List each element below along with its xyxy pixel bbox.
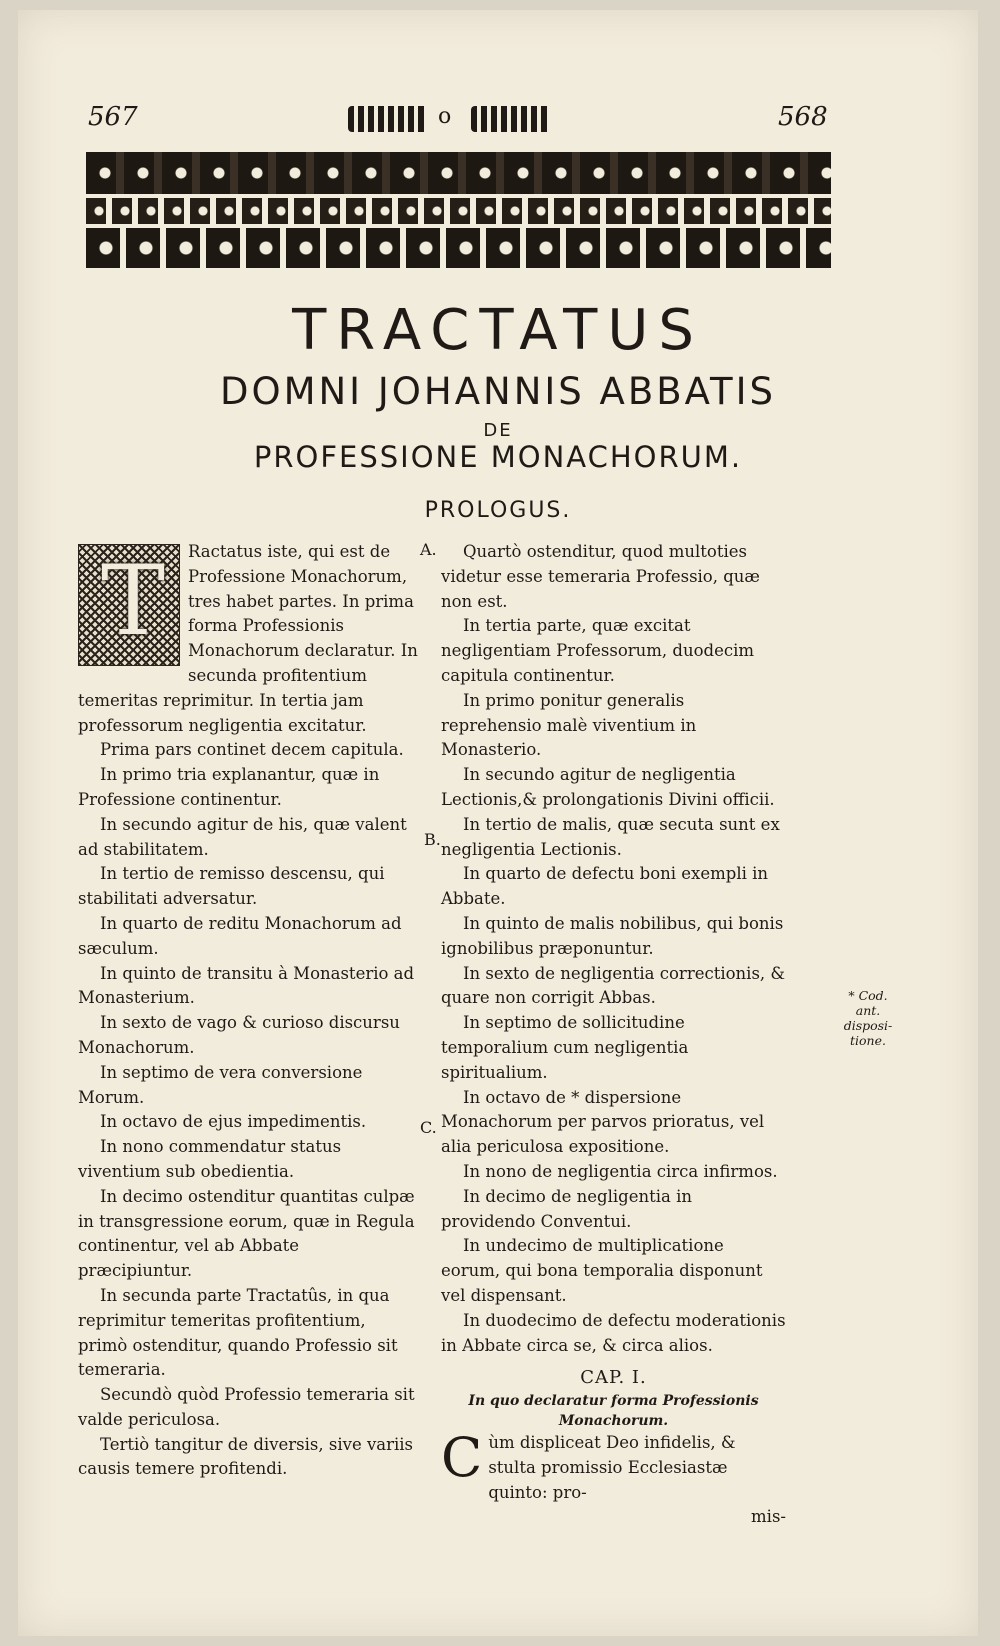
paragraph: In septimo de vera conversione Morum.: [78, 1062, 363, 1107]
chapter-first-paragraph: [441, 1426, 786, 1505]
catchword: mis-: [751, 1507, 786, 1527]
marginal-note: * Cod. ant. disposi- tione.: [843, 988, 893, 1048]
paragraph: In decimo de negligentia in providendo Conventui.: [441, 1186, 692, 1231]
title-de: DE: [483, 420, 513, 441]
chapter-text: ùm displiceat Deo infidelis, & stulta promissio Ecclesiastæ quinto: pro-: [488, 1433, 736, 1502]
paragraph: Quartò ostenditur, quod multoties videtur esse temeraria Professio, quæ non est.: [441, 542, 760, 611]
paragraph: In tertio de remisso descensu, qui stabilitati adversatur.: [78, 864, 385, 909]
paragraph: In octavo de * dispersione Monachorum per parvos prioratus, vel alia periculosa expositione.: [441, 1087, 765, 1157]
page-number-right: 568: [778, 102, 828, 132]
paragraph: Tertiò tangitur de diversis, sive variis causis temere profitendi.: [78, 1434, 414, 1479]
paragraph: In decimo ostenditur quantitas culpæ in transgressione eorum, quæ in Regula continentur, vel ab Abbate præcipiuntur.: [78, 1186, 415, 1281]
header-center-mark: o: [438, 104, 452, 129]
paragraph: In quinto de transitu à Monasterio ad Monasterium.: [78, 963, 415, 1008]
paragraph: In tertio de malis, quæ secuta sunt ex negligentia Lectionis.: [441, 814, 780, 859]
paragraph: In septimo de sollicitudine temporalium cum negligentia spiritualium.: [441, 1013, 689, 1082]
chapter-heading: CAP. I.: [580, 1367, 647, 1389]
paragraph: In sexto de vago & curioso discursu Monachorum.: [78, 1013, 400, 1057]
drop-cap-ornament: [78, 544, 180, 666]
book-page: [18, 10, 978, 1636]
page-number-left: 567: [88, 102, 138, 132]
paragraph: In secundo agitur de his, quæ valent ad stabilitatem.: [78, 814, 407, 859]
paragraph: In secunda parte Tractatûs, in qua reprimitur temeritas profitentium, primò ostenditur, quando Professio sit temeraria.: [78, 1285, 398, 1380]
decorative-band-bottom: [86, 228, 831, 268]
title-tractatus: TRACTATUS: [292, 298, 704, 363]
paragraph: Prima pars continet decem capitula.: [100, 740, 404, 760]
paragraph: In undecimo de multiplicatione eorum, qui bona temporalia disponunt vel dispensant.: [441, 1236, 763, 1305]
right-column: [441, 540, 786, 1530]
drop-cap-paragraph: [78, 540, 418, 738]
title-subject: PROFESSIONE MONACHORUM.: [253, 440, 743, 474]
paragraph: In primo tria explanantur, quæ in Professione continentur.: [78, 765, 380, 809]
left-column: [78, 540, 418, 1482]
paragraph: In primo ponitur generalis reprehensio malè viventium in Monasterio.: [441, 690, 697, 760]
paragraph: Secundò quòd Professio temeraria sit valde periculosa.: [78, 1385, 415, 1429]
paragraph: In tertia parte, quæ excitat negligentiam Professorum, duodecim capitula continentur.: [441, 616, 755, 685]
paragraph: In nono de negligentia circa infirmos.: [463, 1161, 778, 1181]
paragraph: In quinto de malis nobilibus, qui bonis ignobilibus præponuntur.: [441, 913, 784, 958]
decorative-band-middle: [86, 198, 831, 224]
decorative-band-top: [86, 152, 831, 194]
paragraph: Ractatus iste, qui est de Professione Monachorum, tres habet partes. In prima forma Professionis Monachorum declaratur. In secunda profitentium temeritas reprimitur. In tertia jam professorum negligentia excitatur.: [78, 542, 418, 735]
margin-letter-c: C.: [420, 1118, 437, 1137]
paragraph: In octavo de ejus impedimentis.: [100, 1112, 367, 1132]
ornament-right: [471, 106, 551, 132]
paragraph: In quarto de reditu Monachorum ad sæculum.: [78, 913, 402, 958]
chapter-initial: C: [441, 1426, 483, 1490]
drop-cap-letter: T: [101, 545, 166, 657]
margin-letter-a: A.: [420, 540, 437, 559]
chapter-subtitle: In quo declaratur forma Professionis Monachorum.: [468, 1393, 759, 1430]
paragraph: In secundo agitur de negligentia Lectionis,& prolongationis Divini officii.: [441, 765, 775, 809]
paragraph: In sexto de negligentia correctionis, & quare non corrigit Abbas.: [441, 963, 786, 1008]
ornament-left: [348, 106, 428, 132]
paragraph: In duodecimo de defectu moderationis in Abbate circa se, & circa alios.: [441, 1310, 786, 1355]
margin-letter-b: B.: [424, 830, 441, 849]
title-author: DOMNI JOHANNIS ABBATIS: [219, 370, 777, 413]
paragraph: In nono commendatur status viventium sub obedientia.: [78, 1137, 342, 1181]
paragraph: In quarto de defectu boni exempli in Abbate.: [441, 864, 769, 909]
prologus-heading: PROLOGUS.: [424, 498, 572, 523]
